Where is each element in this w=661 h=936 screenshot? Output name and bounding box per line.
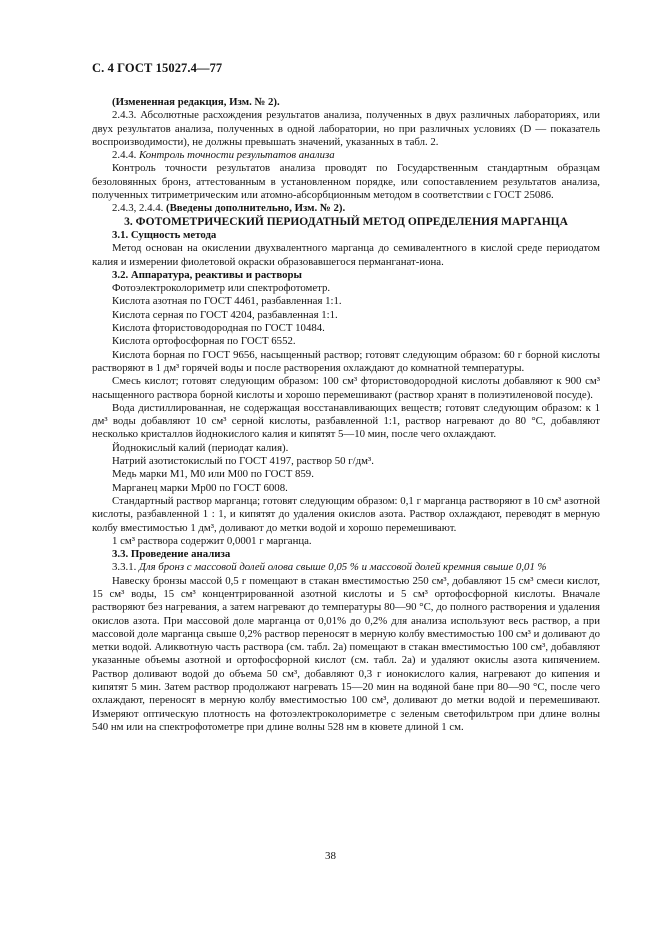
- paragraph-method-essence: Метод основан на окислении двухвалентного марганца до семивалентного в кислой среде периодатом калия и измерении фиолетовой окраски образовавшегося перманганат-иона.: [92, 242, 600, 268]
- reagent-item: Кислота серная по ГОСТ 4204, разбавленная 1:1.: [112, 308, 338, 321]
- clause-title: Контроль точности результатов анализа: [139, 149, 335, 162]
- page-number: 38: [325, 850, 336, 862]
- reagent-item: Кислота фтористоводородная по ГОСТ 10484.: [112, 322, 325, 335]
- heading-3-3: 3.3. Проведение анализа: [112, 548, 231, 561]
- reagent-item: Фотоэлектроколориметр или спектрофотометр.: [112, 282, 331, 295]
- document-body: [92, 96, 600, 734]
- reagent-item: Кислота ортофосфорная по ГОСТ 6552.: [112, 335, 296, 348]
- reagent-item: Йоднокислый калий (периодат калия).: [112, 441, 289, 454]
- amendment-note: (Измененная редакция, Изм. № 2).: [112, 96, 280, 108]
- clause-title: Для бронз с массовой долей олова свыше 0,05 % и массовой долей кремния свыше 0,01 %: [139, 561, 547, 574]
- paragraph-2-4-4: [92, 149, 600, 162]
- reagent-item: Кислота азотная по ГОСТ 4461, разбавленная 1:1.: [112, 295, 342, 308]
- clause-number: 2.4.4.: [112, 149, 137, 162]
- heading-3-1: 3.1. Сущность метода: [112, 228, 217, 241]
- reagent-item: Вода дистиллированная, не содержащая восстанавливающих веществ; готовят следующим образом: к 1 дм³ воды добавляют 10 см³ серной кислоты, разбавленной 1:1, раствор нагревают до 80 °С, добавляют несколько кристаллов йоднокислого калия и кипятят 5—10 мин, после чего охлаждают.: [92, 401, 600, 441]
- reagent-item: Марганец марки Мр00 по ГОСТ 6008.: [112, 481, 288, 494]
- paragraph-3-3-1: [92, 561, 600, 574]
- section-title: 3. ФОТОМЕТРИЧЕСКИЙ ПЕРИОДАТНЫЙ МЕТОД ОПРЕДЕЛЕНИЯ МАРГАНЦА: [124, 215, 568, 228]
- reagent-item: Натрий азотистокислый по ГОСТ 4197, раствор 50 г/дм³.: [112, 455, 374, 468]
- reagent-item: Кислота борная по ГОСТ 9656, насыщенный раствор; готовят следующим образом: 60 г борной кислоты растворяют в 1 дм³ горячей воды и после растворения охлаждают до комнатной температуры.: [92, 348, 600, 374]
- reagent-item: 1 см³ раствора содержит 0,0001 г марганца.: [112, 534, 312, 547]
- paragraph-accuracy-control: Контроль точности результатов анализа проводят по Государственным стандартным образцам безоловянных бронз, аттестованным в установленном порядке, или сопоставлением результатов анализа, полученных титриметрическим или атомно-абсорбционным методом в соответствии с ГОСТ 25086.: [92, 162, 600, 202]
- clause-number: 2.4.3, 2.4.4.: [112, 202, 164, 215]
- paragraph-procedure: Навеску бронзы массой 0,5 г помещают в стакан вместимостью 250 см³, добавляют 15 см³ смеси кислот, 15 см³ воды, 15 см³ концентрированной азотной кислоты и 5 см³ ортофосфорной кислоты. Вначале растворяют без нагревания, а затем нагревают до температуры 80—90 °С, до полного растворения и удаления окислов азота. При массовой доле марганца от 0,01% до 0,2% для анализа используют весь раствор, а при массовой доле марганца свыше 0,2% раствор переносят в мерную колбу вместимостью 100 см³ и доливают до метки водой. Аликвотную часть раствора (см. табл. 2а) помещают в стакан вместимостью 100 см³, добавляют указанные объемы азотной и ортофосфорной кислот (см. табл. 2а) и удаляют окислы азота кипячением. Раствор доливают водой до объема 50 см³, добавляют 0,3 г ионокислого калия, нагревают до кипения и кипятят 5 мин. Затем раствор продолжают нагревать 15—20 мин на водяной бане при 80—90 °С, после чего охлаждают, переносят в мерную колбу вместимостью 100 см³, доливают до метки водой и перемешивают. Измеряют оптическую плотность на фотоэлектроколориметре с зеленым светофильтром при длине волны 540 нм или на спектрофотометре при длине волны 528 нм в кювете длиной 1 см.: [92, 574, 600, 733]
- reagent-item: Смесь кислот; готовят следующим образом: 100 см³ фтористоводородной кислоты добавляют к 900 см³ насыщенного раствора борной кислоты и хорошо перемешивают (раствор хранят в полиэтиленовой посуде).: [92, 375, 600, 401]
- clause-number: 3.3.1.: [112, 561, 137, 574]
- paragraph-2-4-3: 2.4.3. Абсолютные расхождения результатов анализа, полученных в двух различных лабораториях, или двух результатов анализа, полученных в одной лаборатории, но при различных условиях (D — показатель воспроизводимости), не должны превышать значений, указанных в табл. 2.: [92, 109, 600, 148]
- heading-3-2: 3.2. Аппаратура, реактивы и растворы: [112, 268, 302, 281]
- amendment-note-added: [92, 202, 600, 215]
- running-header: С. 4 ГОСТ 15027.4—77: [92, 61, 223, 75]
- reagent-item: Медь марки М1, М0 или М00 по ГОСТ 859.: [112, 468, 314, 481]
- amendment-text: (Введены дополнительно, Изм. № 2).: [166, 202, 346, 215]
- reagent-item: Стандартный раствор марганца; готовят следующим образом: 0,1 г марганца растворяют в 10 см³ азотной кислоты, разбавленной 1 : 1, и кипятят до удаления окислов азота. Раствор охлаждают, переводят в мерную колбу вместимостью 1 дм³, доливают до метки водой и хорошо перемешивают.: [92, 494, 600, 534]
